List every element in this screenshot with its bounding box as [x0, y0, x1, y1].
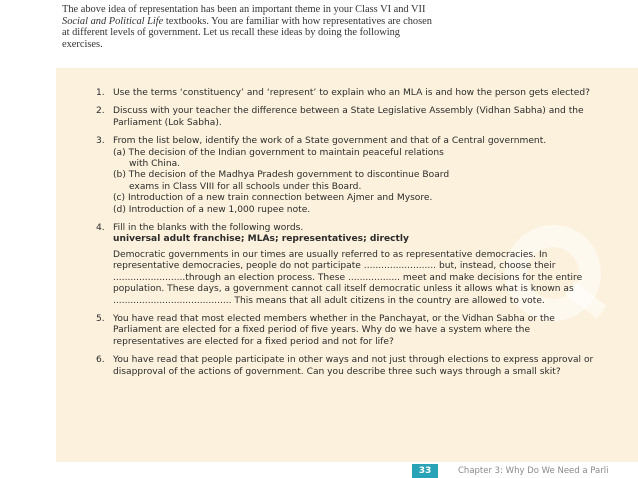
question-number: 5.: [96, 313, 105, 324]
question-text: You have read that most elected members whether in the Panchayat, or the Vidhan Sabha or the Parliament are elected for a fixed period of five years. Why do we have a system where the representatives are elected for a fixed period and not for life?: [113, 313, 555, 347]
question-number: 4.: [96, 223, 105, 234]
intro-paragraph: [62, 4, 434, 50]
question-number: 6.: [96, 355, 105, 366]
option-c: (c) Introduction of a new train connection between Ajmer and Mysore.: [113, 193, 433, 204]
option-d: (d) Introduction of a new 1,000 rupee note.: [113, 204, 311, 215]
question-text: From the list below, identify the work of a State government and that of a Central government.: [113, 136, 547, 147]
page-number-badge: 33: [412, 464, 438, 478]
question-5: [96, 314, 596, 348]
question-number: 2.: [96, 106, 105, 117]
option-a: (a) The decision of the Indian government to maintain peaceful relations: [113, 147, 444, 158]
question-text: Use the terms ‘constituency’ and ‘represent’ to explain who an MLA is and how the person gets elected?: [113, 88, 590, 98]
option-a-cont: with China.: [129, 159, 181, 170]
question-3: [96, 136, 596, 216]
question-text: Fill in the blanks with the following words.: [113, 223, 304, 234]
question-1: [96, 88, 596, 99]
option-b-cont: exams in Class VIII for all schools under this Board.: [129, 181, 362, 192]
chapter-footer: Chapter 3: Why Do We Need a Parli: [458, 466, 609, 476]
question-list: [96, 88, 596, 385]
question-number: 3.: [96, 136, 105, 147]
intro-text-2: textbooks. You are familiar with how representatives are chosen at different levels of government. Let us recall these ideas by doing the following exercises.: [62, 15, 432, 50]
question-6: [96, 355, 596, 378]
question-2: [96, 106, 596, 129]
option-b: (b) The decision of the Madhya Pradesh government to discontinue Board: [113, 170, 450, 181]
question-4: [96, 223, 596, 307]
question-body: [113, 136, 596, 216]
word-bank: universal adult franchise; MLAs; representatives; directly: [113, 234, 409, 245]
question-number: 1.: [96, 88, 105, 98]
intro-book-title: Social and Political Life: [62, 15, 164, 27]
question-text: You have read that people participate in other ways and not just through elections to express approval or disapproval of the actions of government. Can you describe three such ways through a small skit?: [113, 355, 594, 377]
question-body: [113, 223, 596, 307]
question-text: Discuss with your teacher the difference between a State Legislative Assembly (Vidhan Sabha) and the Parliament (Lok Sabha).: [113, 106, 584, 128]
fill-blanks-paragraph: Democratic governments in our times are usually referred to as representative democracies. In representative democracies, people do not participate ......................... but, instead, choose their .........................through an election process. These .................. meet and make decisions for the entire population. These days, a government cannot call itself democratic unless it allows what is known as ......................................... This means that all adult citizens in the country are allowed to vote.: [113, 249, 583, 306]
intro-text-1: The above idea of representation has been an important theme in your Class VI and VII: [62, 4, 426, 15]
